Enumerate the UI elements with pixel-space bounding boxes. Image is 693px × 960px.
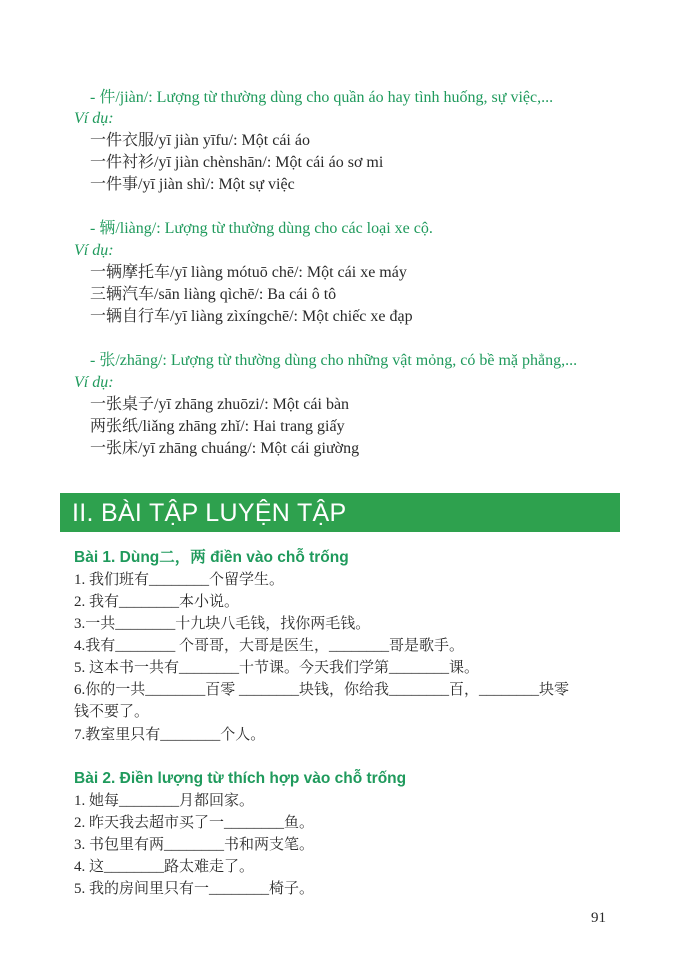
page-number: 91 [591,910,606,926]
example: 一辆自行车/yī liàng zìxíngchē/: Một chiếc xe đạp [90,308,413,325]
example-label: Ví dụ: [74,242,114,259]
exercise-item: 4. 这________路太难走了。 [74,859,255,875]
exercise-item: 4.我有________ 个哥哥，大哥是医生，________哥是歌手。 [74,638,465,654]
exercise-item: 1. 我们班有________个留学生。 [74,572,285,588]
example: 两张纸/liǎng zhāng zhǐ/: Hai trang giấy [90,418,345,435]
example-label: Ví dụ: [74,374,114,391]
exercise-1-title: Bài 1. Dùng二，两 điền vào chỗ trống [74,549,349,566]
example: 一件事/yī jiàn shì/: Một sự việc [90,176,295,193]
exercise-item: 2. 我有________本小说。 [74,594,240,610]
exercise-2-title: Bài 2. Điền lượng từ thích hợp vào chỗ trống [74,770,407,787]
exercise-item: 1. 她每________月都回家。 [74,793,255,809]
example: 一张桌子/yī zhāng zhuōzi/: Một cái bàn [90,396,350,413]
example: 三辆汽车/sān liàng qìchē/: Ba cái ô tô [90,286,337,303]
example: 一件衬衫/yī jiàn chènshān/: Một cái áo sơ mi [90,154,384,171]
exercise-item: 3.一共________十九块八毛钱，找你两毛钱。 [74,616,371,632]
exercise-item: 2. 昨天我去超市买了一________鱼。 [74,815,315,831]
exercise-item: 5. 我的房间里只有一________椅子。 [74,881,315,897]
example: 一件衣服/yī jiàn yīfu/: Một cái áo [90,132,310,149]
example: 一辆摩托车/yī liàng mótuō chē/: Một cái xe máy [90,264,407,281]
section-title: II. BÀI TẬP LUYỆN TẬP [72,499,347,527]
exercise-item: 6.你的一共________百零 ________块钱，你给我________百，________块零 [74,682,570,698]
exercise-item: 5. 这本书一共有________十节课。今天我们学第________课。 [74,660,480,676]
section-banner [60,493,620,532]
example-label: Ví dụ: [74,110,114,127]
exercise-item: 3. 书包里有两________书和两支笔。 [74,837,315,853]
definition-zhang: - 张/zhāng/: Lượng từ thường dùng cho những vật mỏng, có bề mặ phẳng,... [90,352,578,369]
exercise-item: 钱不要了。 [74,704,150,720]
definition-liang: - 辆/liàng/: Lượng từ thường dùng cho các loại xe cộ. [90,220,433,237]
definition-jian: - 件/jiàn/: Lượng từ thường dùng cho quần áo hay tình huống, sự việc,... [90,89,554,106]
example: 一张床/yī zhāng chuáng/: Một cái giường [90,440,360,457]
exercise-item: 7.教室里只有________个人。 [74,727,266,743]
